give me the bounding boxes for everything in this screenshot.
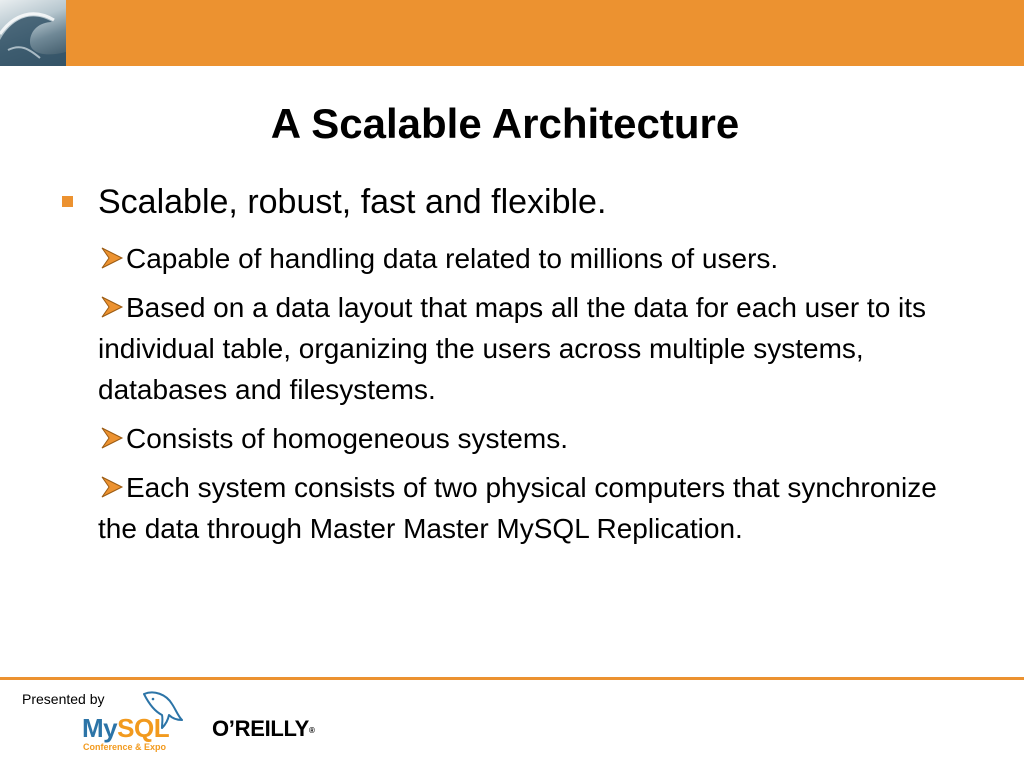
sub-bullet-list	[0, 238, 1024, 549]
orange-square-bullet-icon	[62, 196, 73, 207]
orange-arrow-bullet-icon	[98, 295, 126, 319]
oreilly-logo	[212, 716, 315, 742]
orange-arrow-bullet-icon	[98, 426, 126, 450]
slide-content	[0, 180, 1024, 557]
mysql-wordmark	[82, 714, 169, 742]
registered-mark: ®	[309, 726, 315, 735]
presented-by-label: Presented by	[22, 691, 105, 707]
sub-bullet-item	[98, 238, 958, 279]
orange-arrow-bullet-icon	[98, 475, 126, 499]
footer-divider	[0, 677, 1024, 680]
mysql-sql-text: SQL	[117, 713, 170, 743]
mysql-conference-logo	[80, 690, 190, 754]
mysql-conference-subtitle: Conference & Expo	[83, 742, 167, 752]
main-bullet-item	[0, 180, 1024, 228]
oreilly-wordmark: O’REILLY	[212, 716, 310, 741]
sub-bullet-item	[98, 287, 958, 410]
sub-bullet-text: Consists of homogeneous systems.	[126, 423, 568, 454]
sub-bullet-item	[98, 467, 958, 549]
sub-bullet-text: Based on a data layout that maps all the data for each user to its individual table, organizing the users across multiple systems, databases and filesystems.	[98, 292, 927, 405]
main-bullet-text: Scalable, robust, fast and flexible.	[98, 183, 607, 221]
mysql-my-text: My	[82, 713, 118, 743]
sub-bullet-text: Capable of handling data related to millions of users.	[126, 243, 779, 274]
header-bar	[0, 0, 1024, 66]
sub-bullet-text: Each system consists of two physical computers that synchronize the data through Master Master MySQL Replication.	[98, 472, 937, 544]
ocean-wave-icon	[0, 0, 66, 66]
sub-bullet-item	[98, 418, 958, 459]
orange-arrow-bullet-icon	[98, 246, 126, 270]
slide-title: A Scalable Architecture	[270, 100, 740, 147]
